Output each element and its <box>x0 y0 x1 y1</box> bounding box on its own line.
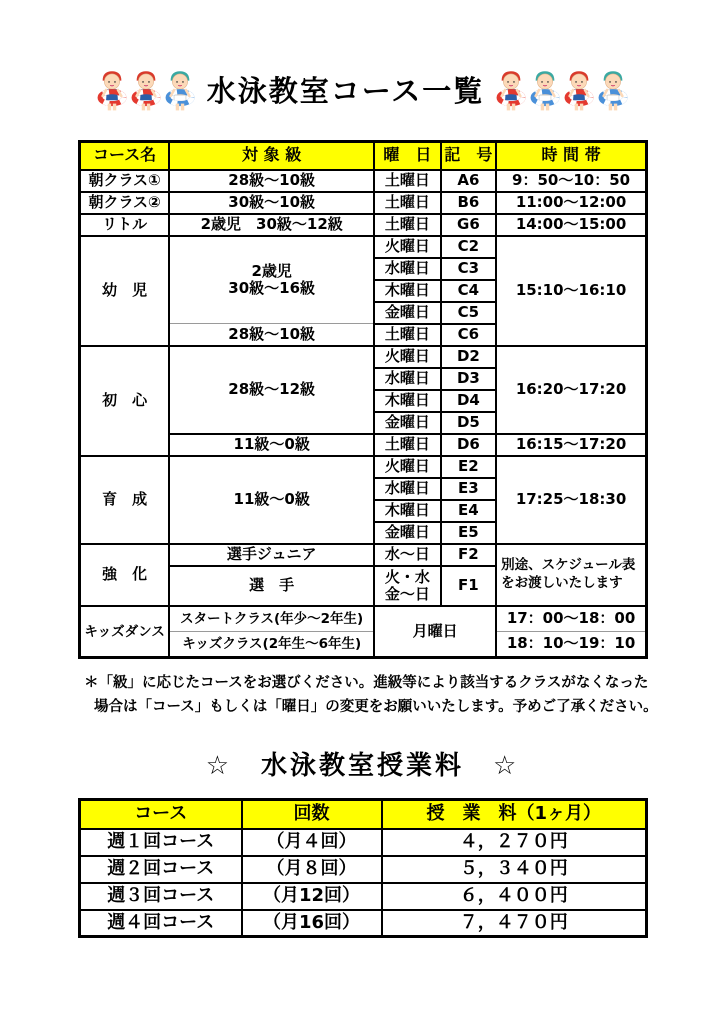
level-cell: 11級～0級 <box>169 434 374 456</box>
swimmer-kid-icon <box>494 65 528 115</box>
level-cell: 選手ジュニア <box>169 544 374 566</box>
fee-course-cell: 週４回コース <box>80 910 242 937</box>
level-cell: 2歳児 30級～12級 <box>169 214 374 236</box>
level-cell: 30級～10級 <box>169 192 374 214</box>
course-name-cell: 初 心 <box>80 346 170 456</box>
day-cell: 土曜日 <box>374 324 441 346</box>
code-cell: E2 <box>441 456 496 478</box>
day-cell: 水～日 <box>374 544 441 566</box>
table-row <box>80 456 647 478</box>
day-cell: 水曜日 <box>374 368 441 390</box>
day-line: 金～日 <box>384 584 430 603</box>
header-code: 記 号 <box>441 141 496 170</box>
course-name-cell: 育 成 <box>80 456 170 544</box>
page-title: 水泳教室コース一覧 <box>206 74 485 109</box>
day-cell: 木曜日 <box>374 500 441 522</box>
time-cell: 17:25～18:30 <box>496 456 646 544</box>
fee-course-cell: 週１回コース <box>80 829 242 856</box>
course-name-cell: 幼 児 <box>80 236 170 346</box>
code-cell: C6 <box>441 324 496 346</box>
fee-count-cell: （月８回） <box>242 856 382 883</box>
level-cell: 選 手 <box>169 566 374 606</box>
level-cell: 28級～12級 <box>169 346 374 434</box>
fee-count-cell: （月16回） <box>242 910 382 937</box>
code-cell: F1 <box>441 566 496 606</box>
level-cell: キッズクラス(2年生～6年生) <box>169 632 374 658</box>
code-cell: F2 <box>441 544 496 566</box>
code-cell: C5 <box>441 302 496 324</box>
code-cell: E3 <box>441 478 496 500</box>
time-cell: 11:00～12:00 <box>496 192 646 214</box>
level-cell: 11級～0級 <box>169 456 374 544</box>
day-cell: 月曜日 <box>374 606 496 658</box>
table-row <box>80 544 647 566</box>
header-fee-count: 回数 <box>242 799 382 829</box>
table-row <box>80 346 647 368</box>
swimmer-kid-icon <box>129 65 163 115</box>
day-line: 火・水 <box>384 567 430 586</box>
day-cell: 土曜日 <box>374 434 441 456</box>
course-name-cell: リトル <box>80 214 170 236</box>
day-cell: 金曜日 <box>374 302 441 324</box>
header-time: 時 間 帯 <box>496 141 646 170</box>
fee-amount-cell: ６，４００円 <box>382 883 647 910</box>
code-cell: D3 <box>441 368 496 390</box>
swimmer-kid-icon <box>562 65 596 115</box>
course-table-header-row <box>80 141 647 170</box>
code-cell: G6 <box>441 214 496 236</box>
time-cell: 9：50～10：50 <box>496 170 646 192</box>
fee-course-cell: 週３回コース <box>80 883 242 910</box>
footnote <box>84 672 725 718</box>
table-row <box>80 856 647 883</box>
day-cell: 土曜日 <box>374 214 441 236</box>
header-day: 曜 日 <box>374 141 441 170</box>
swimmer-kids-right <box>494 65 630 115</box>
level-line: 30級～16級 <box>228 279 316 298</box>
table-row <box>80 192 647 214</box>
level-cell <box>169 236 374 324</box>
time-cell: 16:20～17:20 <box>496 346 646 434</box>
day-cell <box>374 566 441 606</box>
level-cell: スタートクラス(年少～2年生) <box>169 606 374 632</box>
header-fee-course: コース <box>80 799 242 829</box>
table-row <box>80 829 647 856</box>
code-cell: D5 <box>441 412 496 434</box>
code-cell: B6 <box>441 192 496 214</box>
swimmer-kid-icon <box>95 65 129 115</box>
course-name-cell: 朝クラス① <box>80 170 170 192</box>
level-cell: 28級～10級 <box>169 170 374 192</box>
code-cell: C4 <box>441 280 496 302</box>
code-cell: D4 <box>441 390 496 412</box>
day-cell: 土曜日 <box>374 192 441 214</box>
code-cell: C3 <box>441 258 496 280</box>
time-cell: 16:15～17:20 <box>496 434 646 456</box>
fee-table <box>78 798 648 939</box>
table-row <box>80 214 647 236</box>
swimmer-kid-icon <box>163 65 197 115</box>
day-cell: 金曜日 <box>374 522 441 544</box>
fee-table-header-row <box>80 799 647 829</box>
code-cell: A6 <box>441 170 496 192</box>
code-cell: E4 <box>441 500 496 522</box>
course-table <box>78 140 648 660</box>
swimmer-kid-icon <box>596 65 630 115</box>
day-cell: 金曜日 <box>374 412 441 434</box>
course-name-cell: 強 化 <box>80 544 170 606</box>
day-cell: 火曜日 <box>374 456 441 478</box>
table-row <box>80 170 647 192</box>
course-name-cell: 朝クラス② <box>80 192 170 214</box>
table-row <box>80 606 647 632</box>
time-cell: 15:10～16:10 <box>496 236 646 346</box>
code-cell: E5 <box>441 522 496 544</box>
fee-amount-cell: ７，４７０円 <box>382 910 647 937</box>
note-line: をお渡しいたします <box>501 574 623 591</box>
level-line: 2歳児 <box>251 261 292 280</box>
table-row <box>80 236 647 258</box>
note-line: 別途、スケジュール表 <box>501 557 636 574</box>
page-header <box>0 0 725 130</box>
day-cell: 木曜日 <box>374 280 441 302</box>
level-cell: 28級～10級 <box>169 324 374 346</box>
code-cell: C2 <box>441 236 496 258</box>
day-cell: 水曜日 <box>374 478 441 500</box>
day-cell: 水曜日 <box>374 258 441 280</box>
fee-amount-cell: ４，２７０円 <box>382 829 647 856</box>
time-cell: 18：10～19：10 <box>496 632 646 658</box>
day-cell: 火曜日 <box>374 346 441 368</box>
fee-course-cell: 週２回コース <box>80 856 242 883</box>
fee-amount-cell: ５，３４０円 <box>382 856 647 883</box>
header-fee-amount: 授 業 料（1ヶ月） <box>382 799 647 829</box>
swimmer-kids-left <box>95 65 197 115</box>
table-row <box>80 910 647 937</box>
fee-section-title: ☆ 水泳教室授業料 ☆ <box>205 750 520 781</box>
fee-count-cell: （月12回） <box>242 883 382 910</box>
fee-count-cell: （月４回） <box>242 829 382 856</box>
footnote-line: ＊「級」に応じたコースをお選びください。進級等により該当するクラスがなくなった <box>84 675 649 692</box>
code-cell: D2 <box>441 346 496 368</box>
swimmer-kid-icon <box>528 65 562 115</box>
footnote-line: 場合は「コース」もしくは「曜日」の変更をお願いいたします。予めご了承ください。 <box>94 698 658 715</box>
course-name-cell: キッズダンス <box>80 606 170 658</box>
code-cell: D6 <box>441 434 496 456</box>
day-cell: 木曜日 <box>374 390 441 412</box>
time-cell: 17：00～18：00 <box>496 606 646 632</box>
schedule-note-cell <box>496 544 646 606</box>
day-cell: 火曜日 <box>374 236 441 258</box>
table-row <box>80 883 647 910</box>
header-course-name: コース名 <box>80 141 170 170</box>
day-cell: 土曜日 <box>374 170 441 192</box>
header-level: 対 象 級 <box>169 141 374 170</box>
time-cell: 14:00～15:00 <box>496 214 646 236</box>
